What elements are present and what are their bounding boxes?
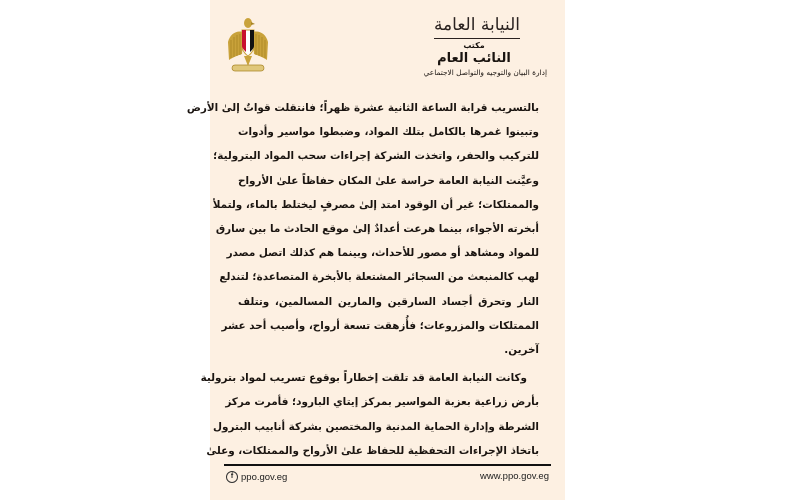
text-line: الممتلكات والمزروعات؛ فأُزهقت تسعة أرواح، وأصيب أحد عشر: [221, 319, 539, 332]
office-label: مكتب: [463, 41, 485, 50]
text-line: للمواد ومشاهد أو مصور للأحداث، وبينما هم كذلك اتصل مصدر: [226, 247, 539, 260]
press-release-sheet: [186, 0, 565, 500]
text-line: وعيَّنت النيابة العامة حراسة علىٰ المكان حفاظاً علىٰ الأرواح: [238, 174, 539, 187]
text-line: بأرض زراعية بعزبة المواسير بمركز إيتاي البارود؛ فأمرت مركز: [225, 396, 539, 409]
public-prosecution-title: النيابة العامة: [434, 14, 520, 39]
text-line: باتخاذ الإجراءات التحفظية للحفاظ علىٰ الأرواح والممتلكات، وعلىٰ: [206, 444, 539, 457]
facebook-icon: f: [226, 471, 238, 483]
attorney-general-label: النائب العام: [437, 51, 511, 66]
statement-body: [186, 96, 539, 463]
department-label: إدارة البيان والتوجيه والتواصل الاجتماعي: [423, 68, 547, 77]
text-line: للتركيب والحفر، واتخذت الشركة إجراءات سحب المواد البترولية؛: [213, 150, 539, 163]
facebook-link[interactable]: [226, 471, 287, 483]
document-header: [347, 14, 547, 78]
text-line: والممتلكات؛ غير أن الوقود امتد إلىٰ مصرفٍ ليختلط بالماء، ولتملأ: [212, 198, 539, 211]
facebook-handle[interactable]: ppo.gov.eg: [241, 471, 288, 483]
text-line: لهب كالمنبعث من السجائر المشتعلة بالأبخرة المتصاعدة؛ لتندلع: [219, 271, 539, 284]
text-line: الشرطة وإدارة الحماية المدنية والمختصين بشركة أنابيب البترول: [213, 420, 539, 433]
text-line: وتبينوا غمرها بالكامل بتلك المواد، وضبطوا مواسير وأدوات: [238, 126, 539, 139]
text-line: النار وتحرق أجساد السارقين والمارين المسالمين، وتتلف: [238, 295, 539, 308]
footer-divider: [224, 464, 551, 466]
text-line: وكانت النيابة العامة قد تلقت إخطاراً بوقوع تسريب لمواد بترولية: [200, 372, 527, 385]
paragraph-1: [186, 96, 539, 362]
text-line: بالتسريب قرابة الساعة الثانية عشرة ظهراً؛ فانتقلت قواتٌ إلىٰ الأرض: [186, 102, 539, 114]
eagle-emblem-icon: [226, 16, 270, 76]
website-link[interactable]: www.ppo.gov.eg: [479, 471, 549, 482]
text-line: أبخرته الأجواء، بينما هرعت أعدادٌ إلىٰ موقع الحادث ما بين سارق: [215, 223, 539, 236]
paragraph-2: [200, 366, 539, 463]
text-line: آخرين.: [504, 344, 539, 357]
